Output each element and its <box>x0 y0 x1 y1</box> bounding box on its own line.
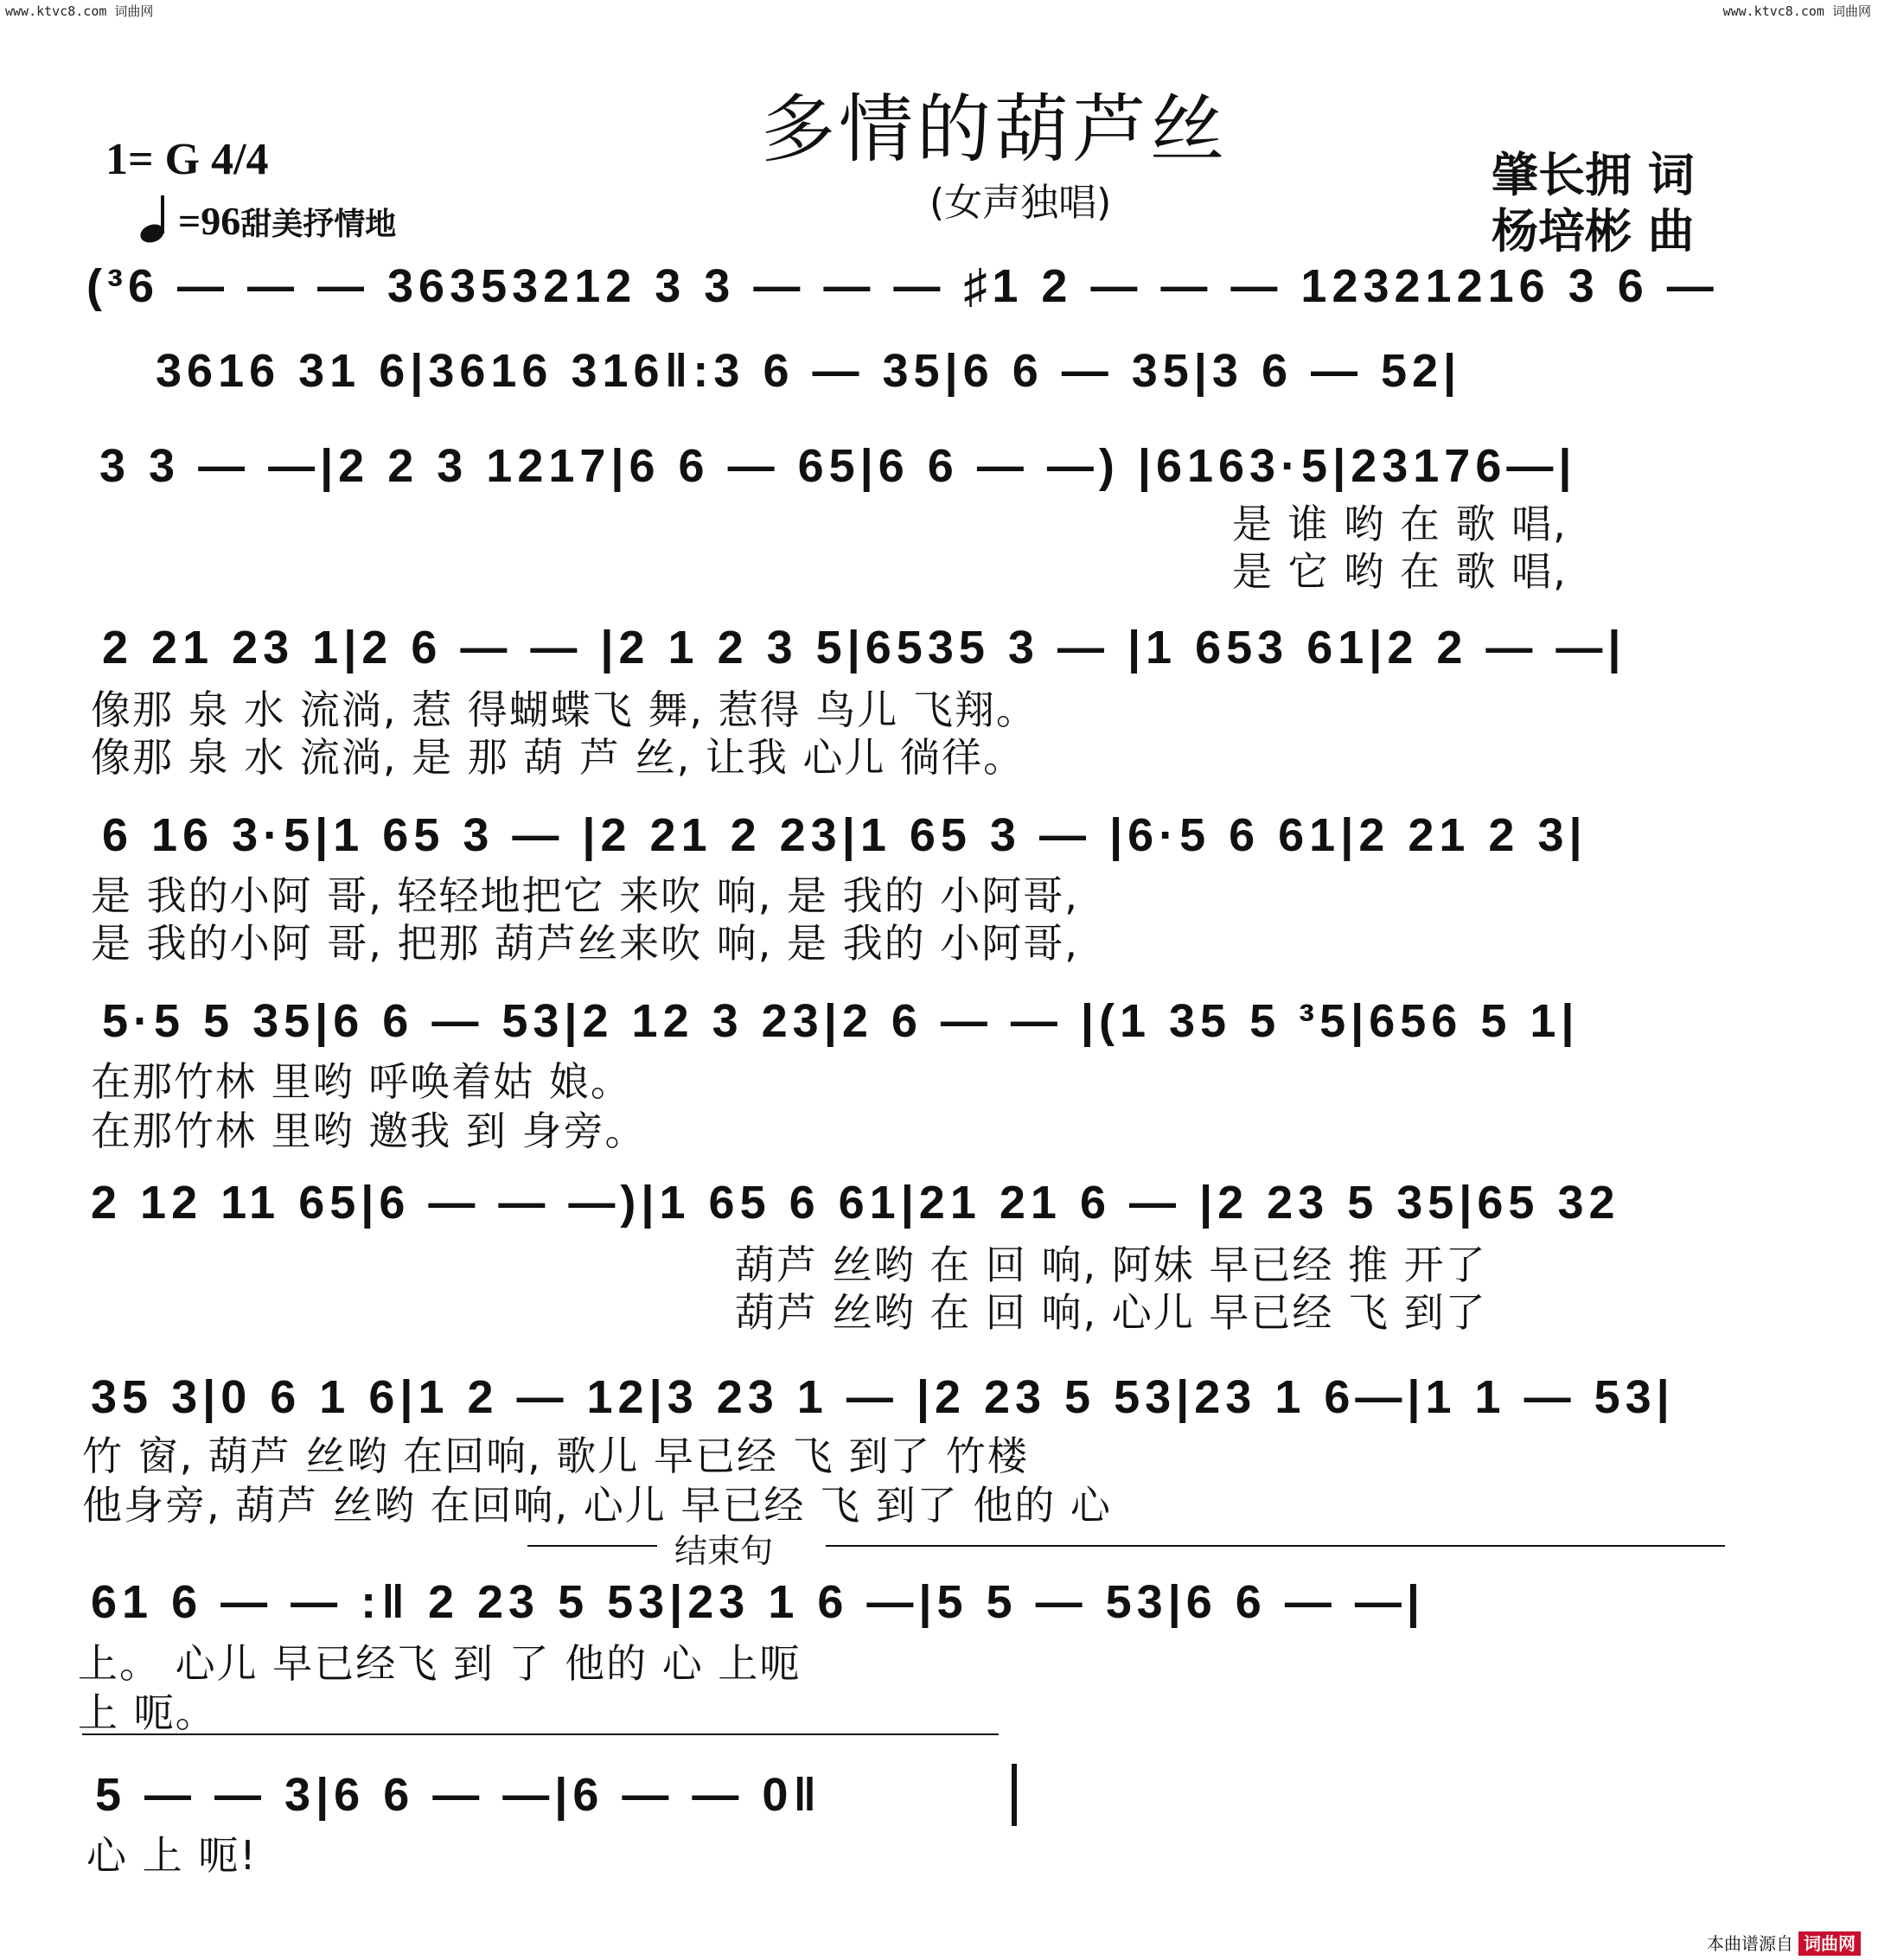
notation-row-10: 5 — — 3|6 6 — —|6 — — 0‖ <box>95 1769 822 1821</box>
notation-row-5: 6 16 3·5|1 65 3 — |2 21 2 23|1 65 3 — |6·5 6 61|2 21 2 3| <box>102 809 1587 861</box>
lyrics-row-6-verse-1: 在那竹林 里哟 呼唤着姑 娘。 <box>91 1058 632 1105</box>
lyrics-row-7-verse-1: 葫芦 丝哟 在 回 响, 阿妹 早已经 推 开了 <box>735 1242 1487 1288</box>
watermark-left: www.ktvc8.com 词曲网 <box>5 3 154 19</box>
expression-marking: 甜美抒情地 <box>240 207 397 242</box>
site-logo: 词曲网 <box>1798 1931 1861 1956</box>
lyrics-row-3-verse-2: 是 它 哟 在 歌 唱, <box>1232 548 1568 595</box>
notation-row-1: (³6 — — — 36353212 3 3 — — — ♯1 2 — — — 12321216 3 6 — <box>86 260 1719 312</box>
notation-row-2: 3616 31 6|3616 316‖:3 6 — 35|6 6 — 35|3 6 — 52| <box>156 345 1462 397</box>
lyrics-row-4-verse-2: 像那 泉 水 流淌, 是 那 葫 芦 丝, 让我 心儿 徜徉。 <box>91 734 1025 781</box>
notation-row-6: 5·5 5 35|6 6 — 53|2 12 3 23|2 6 — — |(1 35 5 ³5|656 5 1| <box>102 995 1580 1047</box>
tempo-value: =96 <box>178 199 241 243</box>
composer: 杨培彬 曲 <box>1492 204 1695 259</box>
notation-row-7: 2 12 11 65|6 — — —)|1 65 6 61|21 21 6 — |2 23 5 35|65 32 <box>91 1177 1620 1229</box>
notation-row-4: 2 21 23 1|2 6 — — |2 1 2 3 5|6535 3 — |1 653 61|2 2 — —| <box>102 622 1626 674</box>
tempo-marking <box>138 192 396 244</box>
coda-separator-line <box>82 1733 999 1735</box>
lyrics-row-10-verse-1: 心 上 呃! <box>86 1832 258 1879</box>
lyrics-row-5-verse-2: 是 我的小阿 哥, 把那 葫芦丝来吹 响, 是 我的 小阿哥, <box>91 920 1079 967</box>
lyrics-row-3-verse-1: 是 谁 哟 在 歌 唱, <box>1232 501 1568 547</box>
lyricist: 肇长拥 词 <box>1492 148 1695 202</box>
final-barline <box>1012 1764 1017 1826</box>
notation-row-9: 61 6 — — :‖ 2 23 5 53|23 1 6 —|5 5 — 53|6 6 — —| <box>91 1576 1425 1628</box>
ending-bracket-right <box>826 1545 1725 1547</box>
ending-bracket-left <box>527 1545 657 1547</box>
ending-label: 结束句 <box>674 1532 774 1570</box>
song-title: 多情的葫芦丝 <box>761 86 1228 173</box>
lyrics-row-5-verse-1: 是 我的小阿 哥, 轻轻地把它 来吹 响, 是 我的 小阿哥, <box>91 872 1079 919</box>
credit-text: 本曲谱源自 <box>1707 1933 1793 1954</box>
song-subtitle: (女声独唱) <box>929 181 1112 225</box>
lyrics-row-8-verse-1: 竹 窗, 葫芦 丝哟 在回响, 歌儿 早已经 飞 到了 竹楼 <box>82 1433 1029 1479</box>
lyrics-row-8-verse-2: 他身旁, 葫芦 丝哟 在回响, 心儿 早已经 飞 到了 他的 心 <box>82 1482 1112 1529</box>
watermark-right: www.ktvc8.com 词曲网 <box>1722 3 1871 19</box>
notation-row-3: 3 3 — —|2 2 3 1217|6 6 — 65|6 6 — —) |6163·5|23176—| <box>99 440 1577 492</box>
key-signature: 1= G 4/4 <box>105 135 269 184</box>
quarter-note-icon <box>138 192 178 244</box>
lyrics-row-4-verse-1: 像那 泉 水 流淌, 惹 得蝴蝶飞 舞, 惹得 鸟儿 飞翔。 <box>91 686 1038 733</box>
lyrics-row-9-verse-2: 上 呃。 <box>78 1689 217 1736</box>
lyrics-row-7-verse-2: 葫芦 丝哟 在 回 响, 心儿 早已经 飞 到了 <box>735 1289 1487 1336</box>
lyrics-row-9-verse-1: 上。 心儿 早已经飞 到 了 他的 心 上呃 <box>78 1640 802 1687</box>
source-credit <box>1707 1930 1861 1955</box>
notation-row-8: 35 3|0 6 1 6|1 2 — 12|3 23 1 — |2 23 5 53|23 1 6—|1 1 — 53| <box>91 1371 1675 1423</box>
lyrics-row-6-verse-2: 在那竹林 里哟 邀我 到 身旁。 <box>91 1108 647 1154</box>
